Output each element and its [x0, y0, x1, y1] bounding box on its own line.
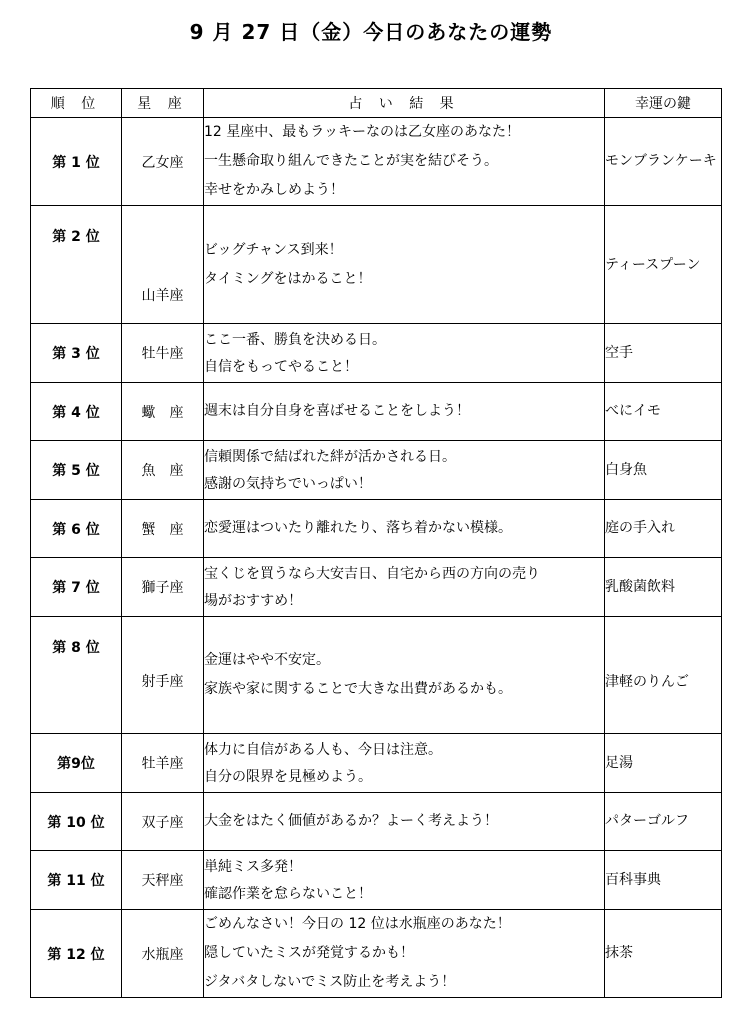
sign-cell: 双子座	[122, 793, 204, 851]
result-cell	[204, 383, 605, 441]
result-cell	[204, 910, 605, 998]
sign-cell: 水瓶座	[122, 910, 204, 998]
result-line: 宝くじを買うなら大安吉日、自宅から西の方向の売り	[204, 566, 540, 582]
sign-cell: 魚 座	[122, 441, 204, 500]
result-cell	[204, 441, 605, 500]
table-row	[31, 324, 722, 383]
result-cell	[204, 206, 605, 324]
result-line: 信頼関係で結ばれた絆が活かされる日。	[204, 449, 456, 465]
rank-cell: 第 11 位	[31, 851, 122, 910]
rank-cell: 第 10 位	[31, 793, 122, 851]
rank-cell: 第 5 位	[31, 441, 122, 500]
result-line: ビッグチャンス到来！	[204, 241, 343, 258]
lucky-cell: 庭の手入れ	[605, 500, 722, 558]
table-row	[31, 910, 722, 998]
result-line: 隠していたミスが発覚するかも！	[204, 945, 414, 961]
result-cell	[204, 617, 605, 734]
rank-cell: 第 12 位	[31, 910, 122, 998]
rank-cell: 第 7 位	[31, 558, 122, 617]
table-row	[31, 734, 722, 793]
result-line: 家族や家に関することで大きな出費があるかも。	[204, 681, 512, 697]
lucky-cell: 乳酸菌飲料	[605, 558, 722, 617]
result-cell	[204, 500, 605, 558]
result-line: 単純ミス多発！	[204, 859, 302, 875]
result-line: タイミングをはかること！	[204, 270, 372, 287]
table-row	[31, 851, 722, 910]
lucky-cell: パターゴルフ	[605, 793, 722, 851]
table-row	[31, 793, 722, 851]
result-line: ジタバタしないでミス防止を考えよう！	[204, 974, 456, 990]
sign-cell: 牡羊座	[122, 734, 204, 793]
result-line: 自分の限界を見極めよう。	[204, 769, 372, 785]
result-cell	[204, 118, 605, 206]
table-row	[31, 206, 722, 324]
sign-cell: 天秤座	[122, 851, 204, 910]
sign-cell: 牡牛座	[122, 324, 204, 383]
result-line: 一生懸命取り組んできたことが実を結びそう。	[204, 153, 498, 169]
result-line: 恋愛運はついたり離れたり、落ち着かない模様。	[204, 520, 512, 536]
result-line: 金運はやや不安定。	[204, 652, 330, 668]
result-cell	[204, 558, 605, 617]
rank-cell: 第 4 位	[31, 383, 122, 441]
lucky-cell: べにイモ	[605, 383, 722, 441]
sign-cell: 蠍 座	[122, 383, 204, 441]
lucky-cell: 抹茶	[605, 910, 722, 998]
header-result: 占 い 結 果	[204, 89, 605, 118]
result-cell	[204, 734, 605, 793]
result-line: 確認作業を怠らないこと！	[204, 886, 372, 902]
result-line: 大金をはたく価値があるか？よーく考えよう！	[204, 813, 498, 829]
sign-cell: 蟹 座	[122, 500, 204, 558]
sign-cell: 射手座	[122, 617, 204, 734]
result-line: 幸せをかみしめよう！	[204, 182, 344, 198]
result-line: ここ一番、勝負を決める日。	[204, 332, 386, 348]
lucky-cell: 百科事典	[605, 851, 722, 910]
lucky-cell: モンブランケーキ	[605, 118, 722, 206]
result-line: 12 星座中、最もラッキーなのは乙女座のあなた！	[204, 124, 520, 140]
rank-cell: 第 6 位	[31, 500, 122, 558]
table-row	[31, 617, 722, 734]
result-line: 自信をもってやること！	[204, 359, 358, 375]
rank-cell: 第 8 位	[31, 617, 122, 734]
table-row	[31, 383, 722, 441]
lucky-cell: 白身魚	[605, 441, 722, 500]
rank-cell: 第 1 位	[31, 118, 122, 206]
result-line: 週末は自分自身を喜ばせることをしよう！	[204, 403, 470, 419]
result-cell	[204, 793, 605, 851]
sign-cell: 獅子座	[122, 558, 204, 617]
result-cell	[204, 851, 605, 910]
sign-cell: 乙女座	[122, 118, 204, 206]
result-cell	[204, 324, 605, 383]
lucky-cell: 足湯	[605, 734, 722, 793]
lucky-cell: ティースプーン	[605, 206, 722, 324]
lucky-cell: 空手	[605, 324, 722, 383]
table-row	[31, 500, 722, 558]
fortune-table	[30, 88, 722, 998]
result-line: 体力に自信がある人も、今日は注意。	[204, 742, 442, 758]
header-lucky: 幸運の鍵	[605, 89, 722, 118]
table-row	[31, 441, 722, 500]
table-body	[31, 118, 722, 998]
header-rank: 順 位	[31, 89, 122, 118]
table-row	[31, 558, 722, 617]
result-line: ごめんなさい！今日の 12 位は水瓶座のあなた！	[204, 916, 511, 932]
rank-cell: 第 3 位	[31, 324, 122, 383]
sign-cell: 山羊座	[122, 206, 204, 324]
result-line: 場がおすすめ！	[204, 593, 303, 609]
page-title: 9 月 27 日（金）今日のあなたの運勢	[189, 20, 553, 44]
table-row	[31, 118, 722, 206]
rank-cell: 第9位	[31, 734, 122, 793]
lucky-cell: 津軽のりんご	[605, 617, 722, 734]
result-line: 感謝の気持ちでいっぱい！	[204, 476, 372, 492]
header-sign: 星 座	[122, 89, 204, 118]
rank-cell: 第 2 位	[31, 206, 122, 324]
table-header-row	[31, 89, 722, 118]
